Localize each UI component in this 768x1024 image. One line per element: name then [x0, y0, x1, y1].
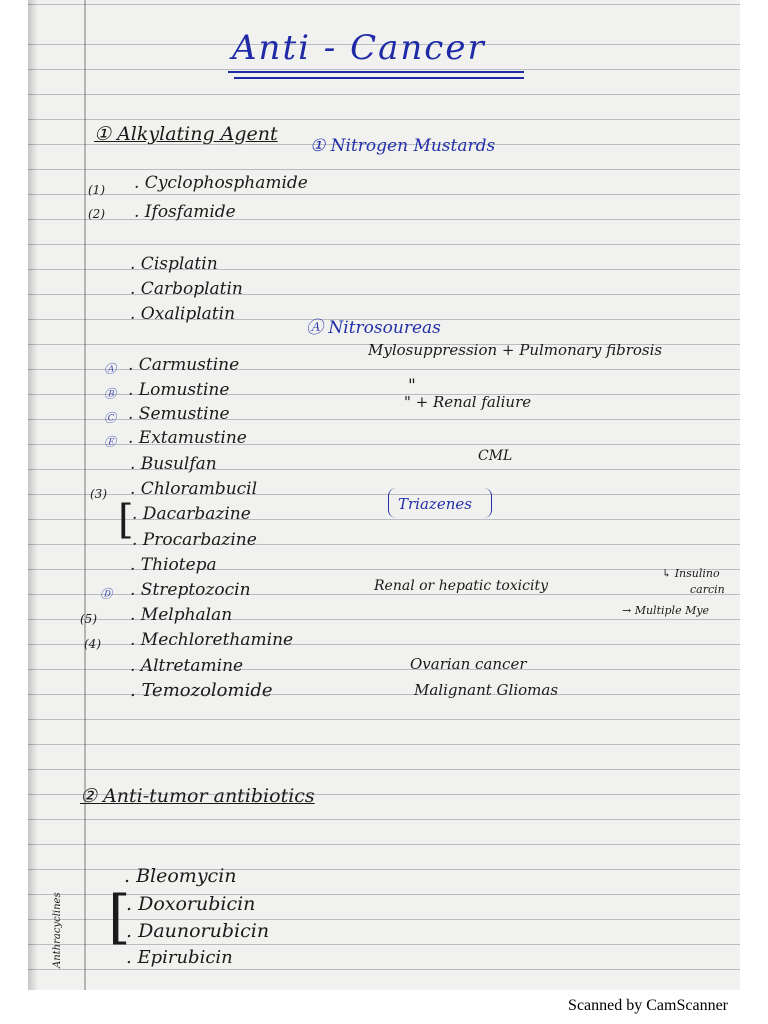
note-lomustine: "	[408, 376, 416, 396]
anthracycline-brace: [	[108, 883, 131, 951]
item-mark: Ⓔ	[104, 435, 117, 449]
drug-streptozocin: . Streptozocin	[130, 580, 251, 600]
side-note-multiple-myeloma: → Multiple Mye	[622, 604, 710, 617]
bracket-triazenes-group: [	[118, 497, 134, 543]
page-shadow	[28, 0, 38, 990]
item-mark: (5)	[80, 612, 97, 626]
drug-daunorubicin: . Daunorubicin	[126, 920, 270, 942]
note-temozolomide: Malignant Gliomas	[414, 681, 559, 699]
item-mark: (3)	[90, 487, 107, 501]
drug-cyclophosphamide: . Cyclophosphamide	[134, 173, 308, 193]
item-mark: (2)	[88, 207, 105, 221]
drug-carboplatin: . Carboplatin	[130, 279, 243, 299]
title-underline-second	[234, 77, 524, 79]
note-triazenes: Triazenes	[398, 495, 472, 513]
drug-altretamine: . Altretamine	[130, 656, 244, 676]
note-busulfan: CML	[478, 448, 513, 464]
drug-oxaliplatin: . Oxaliplatin	[130, 304, 236, 324]
drug-doxorubicin: . Doxorubicin	[126, 893, 256, 915]
drug-ifosfamide: . Ifosfamide	[134, 202, 236, 222]
drug-busulfan: . Busulfan	[130, 454, 217, 474]
section-heading-alkylating: ① Alkylating Agent	[94, 123, 278, 145]
drug-mechlorethamine: . Mechlorethamine	[130, 630, 294, 650]
drug-chlorambucil: . Chlorambucil	[130, 479, 258, 499]
item-mark: Ⓐ	[104, 362, 117, 376]
section-heading-antitumor-antibiotics: ② Anti-tumor antibiotics	[80, 785, 315, 807]
side-note-carcinoid: carcin	[690, 583, 725, 596]
drug-procarbazine: . Procarbazine	[132, 530, 257, 550]
margin-line	[84, 0, 86, 990]
item-mark: Ⓑ	[104, 387, 117, 401]
drug-epirubicin: . Epirubicin	[126, 947, 233, 968]
drug-thiotepa: . Thiotepa	[130, 555, 217, 575]
scanner-footer: Scanned by CamScanner	[568, 997, 728, 1014]
item-mark: Ⓓ	[100, 587, 113, 601]
drug-carmustine: . Carmustine	[128, 355, 240, 375]
drug-bleomycin: . Bleomycin	[124, 865, 237, 887]
item-mark: (4)	[84, 637, 101, 651]
drug-semustine: . Semustine	[128, 404, 230, 424]
note-carmustine: Mylosuppression + Pulmonary fibrosis	[368, 341, 663, 359]
side-note-insulinoma: ↳ Insulino	[662, 567, 720, 580]
item-mark: (1)	[88, 183, 105, 197]
vertical-label-anthracyclines: Anthracyclines	[52, 892, 63, 968]
subheading-nitrogen-mustards: ① Nitrogen Mustards	[310, 136, 496, 156]
drug-lomustine: . Lomustine	[128, 380, 230, 400]
note-altretamine: Ovarian cancer	[410, 655, 527, 673]
note-streptozocin: Renal or hepatic toxicity	[374, 578, 548, 594]
drug-melphalan: . Melphalan	[130, 605, 233, 625]
drug-extamustine: . Extamustine	[128, 428, 247, 448]
title-underline	[228, 71, 524, 73]
item-mark: Ⓒ	[104, 411, 117, 425]
drug-cisplatin: . Cisplatin	[130, 254, 218, 274]
drug-dacarbazine: . Dacarbazine	[132, 504, 251, 524]
drug-temozolomide: . Temozolomide	[130, 680, 273, 701]
note-semustine: " + Renal faliure	[404, 393, 532, 411]
subheading-nitrosoureas: Ⓐ Nitrosoureas	[306, 318, 441, 338]
page-title: Anti - Cancer	[232, 28, 486, 68]
